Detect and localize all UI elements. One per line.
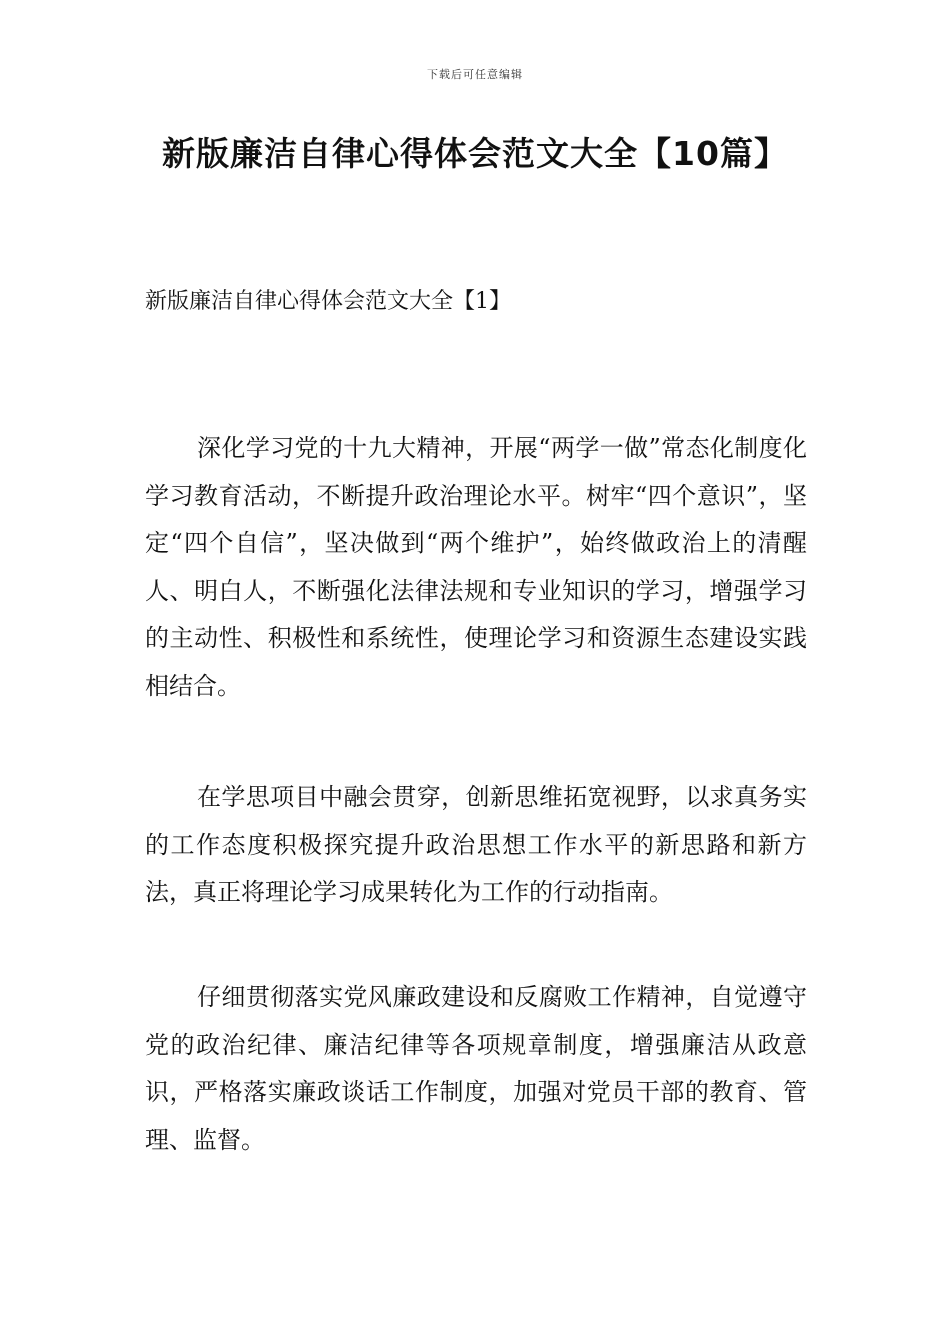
paragraph-3: 仔细贯彻落实党风廉政建设和反腐败工作精神，自觉遵守党的政治纪律、廉洁纪律等各项规章制度，增强廉洁从政意识，严格落实廉政谈话工作制度，加强对党员干部的教育、管理、监督。 <box>145 983 807 1154</box>
section-heading: 新版廉洁自律心得体会范文大全【1】 <box>145 289 511 314</box>
document-title: 新版廉洁自律心得体会范文大全【10篇】 <box>162 134 788 173</box>
header-note: 下载后可任意编辑 <box>427 68 523 81</box>
paragraph-2: 在学思项目中融会贯穿，创新思维拓宽视野，以求真务实的工作态度积极探究提升政治思想工作水平的新思路和新方法，真正将理论学习成果转化为工作的行动指南。 <box>145 783 807 906</box>
paragraph-1: 深化学习党的十九大精神，开展“两学一做”常态化制度化学习教育活动，不断提升政治理论水平。树牢“四个意识”，坚定“四个自信”，坚决做到“两个维护”，始终做政治上的清醒人、明白人，不断强化法律法规和专业知识的学习，增强学习的主动性、积极性和系统性，使理论学习和资源生态建设实践相结合。 <box>145 434 807 700</box>
